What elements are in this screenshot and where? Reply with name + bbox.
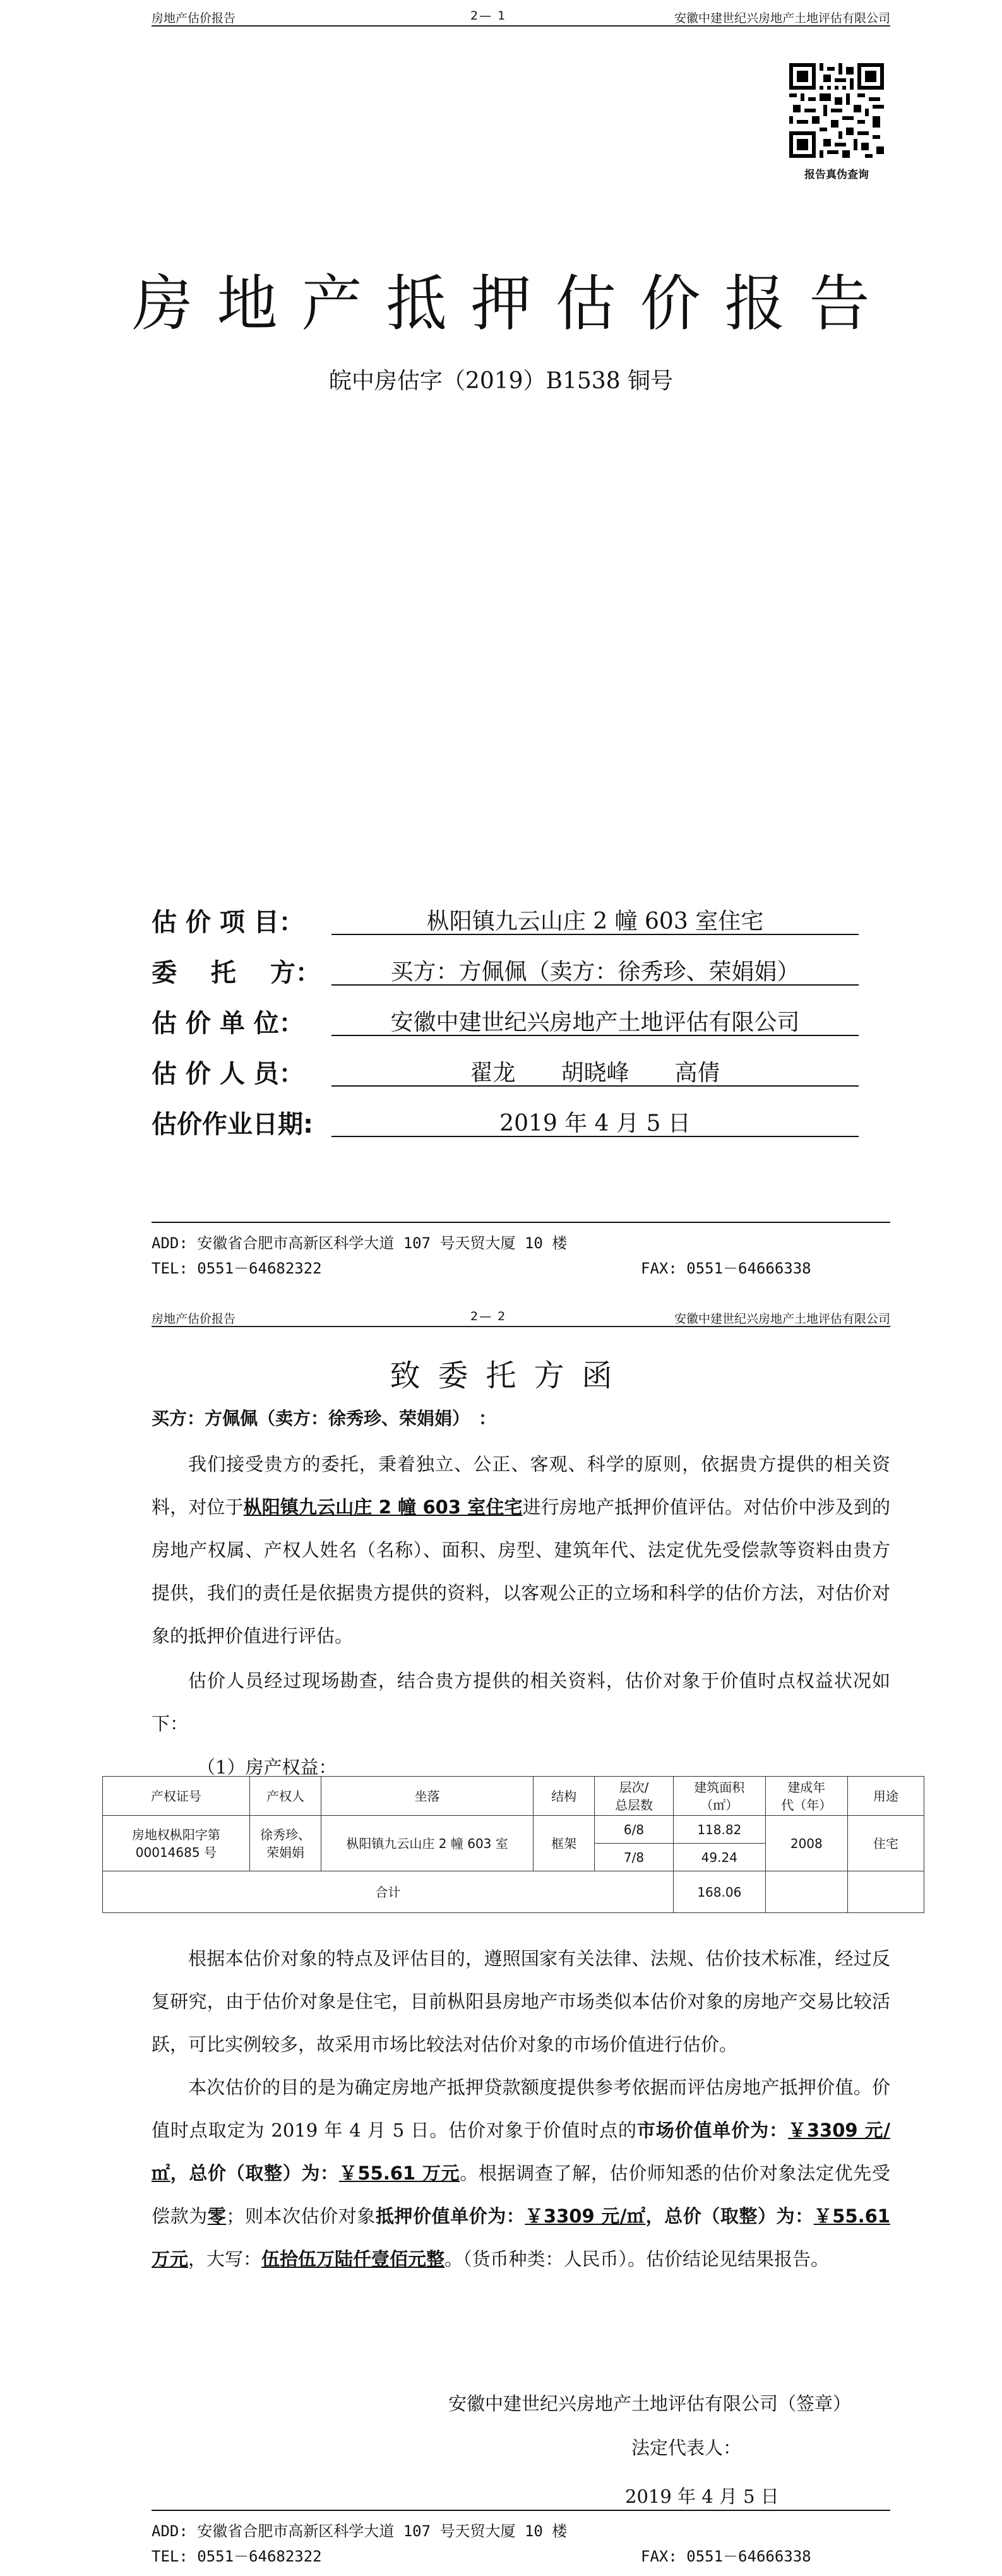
header-location: 坐落 bbox=[321, 1777, 534, 1816]
info-value: 2019 年 4 月 5 日 bbox=[331, 1106, 859, 1137]
cell-location: 枞阳镇九云山庄 2 幢 603 室 bbox=[321, 1816, 534, 1871]
header-structure: 结构 bbox=[533, 1777, 594, 1816]
text-span: 我们接受贵方的委托，秉着独立、公正、客观、科学的原则，依据贵方提供的相关资料，对位于 bbox=[152, 1453, 890, 1518]
signature-legal-rep: 法定代表人： bbox=[631, 2437, 742, 2459]
page-header bbox=[152, 1308, 890, 1327]
info-label: 估 价 人 员： bbox=[152, 1059, 304, 1088]
info-label: 估价作业日期: bbox=[152, 1110, 313, 1139]
cell-cert-no: 房地权枞阳字第 00014685 号 bbox=[103, 1816, 250, 1871]
cell-area: 118.82 bbox=[673, 1816, 765, 1844]
info-value: 翟龙 胡晓峰 高倩 bbox=[331, 1055, 859, 1087]
text-span: 。（货币种类：人民币）。估价结论见结果报告。 bbox=[444, 2248, 830, 2270]
header-owner: 产权人 bbox=[249, 1777, 321, 1816]
signature-company: 安徽中建世纪兴房地产土地评估有限公司（签章） bbox=[448, 2393, 852, 2414]
table-header-row bbox=[103, 1777, 924, 1816]
text-span: ；则本次估价对象 bbox=[226, 2205, 376, 2227]
table-total-row bbox=[103, 1871, 924, 1913]
qr-caption: 报告真伪查询 bbox=[804, 169, 869, 181]
cell-owner: 徐秀珍、 荣娟娟 bbox=[249, 1816, 321, 1871]
header-company: 安徽中建世纪兴房地产土地评估有限公司 bbox=[674, 1312, 890, 1326]
text-span: ， bbox=[170, 2162, 189, 2184]
rights-subheading: （1）房产权益： bbox=[197, 1756, 337, 1778]
letter-title: 致委托方函 bbox=[390, 1358, 630, 1393]
text-span: ，大写： bbox=[188, 2248, 262, 2270]
text-span: 本次估价的目的是为确定房地产抵押贷款额度提供参考依据而评估房地产抵押价值。价值时点取定为 2019 年 4 月 5 日。估价对象于价值时点的 bbox=[152, 2077, 890, 2141]
header-doc-type: 房地产估价报告 bbox=[152, 1312, 236, 1326]
info-row-client bbox=[152, 950, 859, 986]
mortgage-unit-price: ￥3309 元/㎡ bbox=[525, 2205, 646, 2227]
info-label: 估 价 单 位： bbox=[152, 1009, 304, 1038]
info-row-project bbox=[152, 900, 859, 935]
page-footer bbox=[152, 2510, 890, 2567]
info-value: 枞阳镇九云山庄 2 幢 603 室住宅 bbox=[331, 903, 859, 935]
property-address: 枞阳镇九云山庄 2 幢 603 室住宅 bbox=[243, 1496, 523, 1518]
qr-code-icon[interactable] bbox=[789, 63, 884, 158]
salutation: 买方：方佩佩（卖方：徐秀珍、荣娟娟） ： bbox=[152, 1408, 497, 1429]
info-label: 委 托 方： bbox=[152, 958, 321, 987]
market-unit-price-label: 市场价值单价为： bbox=[636, 2120, 788, 2141]
cell-total-label: 合计 bbox=[103, 1871, 674, 1913]
info-value: 买方：方佩佩（卖方：徐秀珍、荣娟娟） bbox=[331, 954, 859, 986]
info-row-appraisers bbox=[152, 1051, 859, 1087]
text-span: 。根据调查了解，估价师知悉的估价对象法定优先受偿款为 bbox=[152, 2162, 890, 2227]
text-span: 进行房地产抵押价值评估。对估价中涉及到的房地产权属、产权人姓名（名称）、面积、房型、建筑年代、法定优先受偿款等资料由贵方提供，我们的责任是依据贵方提供的资料，以客观公正的立场和科学的估价方法，对估价对象的抵押价值进行评估。 bbox=[152, 1496, 890, 1647]
text-span: ， bbox=[645, 2205, 665, 2227]
header-area: 建筑面积 （㎡） bbox=[673, 1777, 765, 1816]
info-label: 估 价 项 目： bbox=[152, 908, 304, 937]
cell-usage: 住宅 bbox=[847, 1816, 924, 1871]
footer-fax: FAX: 0551－64666338 bbox=[641, 2548, 811, 2565]
table-row bbox=[103, 1816, 924, 1844]
info-row-date bbox=[152, 1102, 859, 1137]
report-title: 房地产抵押估价报告 bbox=[132, 268, 894, 339]
paragraph-survey: 估价人员经过现场勘查，结合贵方提供的相关资料，估价对象于价值时点权益状况如下： bbox=[152, 1670, 890, 1734]
header-usage: 用途 bbox=[847, 1777, 924, 1816]
mortgage-unit-price-label: 抵押价值单价为： bbox=[375, 2205, 525, 2227]
market-total-label: 总价（取整）为： bbox=[189, 2162, 339, 2184]
cell-empty bbox=[847, 1871, 924, 1913]
paragraph-method: 根据本估价对象的特点及评估目的，遵照国家有关法律、法规、估价技术标准，经过反复研究，由于估价对象是住宅，目前枞阳县房地产市场类似本估价对象的房地产交易比较活跃，可比实例较多，故采用市场比较法对估价对象的市场价值进行估价。 bbox=[152, 1948, 890, 2055]
footer-fax: FAX: 0551－64666338 bbox=[641, 1260, 811, 1277]
page-header bbox=[152, 8, 890, 27]
header-year: 建成年 代（年） bbox=[765, 1777, 847, 1816]
paragraph-commission bbox=[152, 1443, 890, 1657]
header-page-number: 2— 2 bbox=[470, 1309, 507, 1323]
footer-tel: TEL: 0551－64682322 bbox=[152, 2548, 322, 2565]
signature-date: 2019 年 4 月 5 日 bbox=[625, 2486, 779, 2507]
cell-floor: 7/8 bbox=[595, 1844, 673, 1871]
header-cert-no: 产权证号 bbox=[103, 1777, 250, 1816]
page-footer bbox=[152, 1222, 890, 1279]
report-number: 皖中房估字（2019）B1538 铜号 bbox=[328, 368, 674, 394]
letter-page bbox=[0, 1301, 1002, 2576]
cell-total-area: 168.06 bbox=[673, 1871, 765, 1913]
mortgage-total-price: ￥55.61 万元 bbox=[152, 2205, 890, 2270]
market-total-price: ￥55.61 万元 bbox=[338, 2162, 460, 2184]
header-floor: 层次/ 总层数 bbox=[595, 1777, 673, 1816]
cell-floor: 6/8 bbox=[595, 1816, 673, 1844]
cell-area: 49.24 bbox=[673, 1844, 765, 1871]
cell-year: 2008 bbox=[765, 1816, 847, 1871]
info-row-appraiser-company bbox=[152, 1001, 859, 1036]
header-company: 安徽中建世纪兴房地产土地评估有限公司 bbox=[674, 11, 890, 25]
mortgage-total-label: 总价（取整）为： bbox=[664, 2205, 814, 2227]
footer-address: ADD: 安徽省合肥市高新区科学大道 107 号天贸大厦 10 楼 bbox=[152, 2522, 568, 2540]
header-doc-type: 房地产估价报告 bbox=[152, 11, 236, 25]
footer-address: ADD: 安徽省合肥市高新区科学大道 107 号天贸大厦 10 楼 bbox=[152, 1234, 568, 1252]
cell-empty bbox=[765, 1871, 847, 1913]
info-value: 安徽中建世纪兴房地产土地评估有限公司 bbox=[331, 1005, 859, 1036]
amount-in-words: 伍拾伍万陆仟壹佰元整 bbox=[261, 2248, 445, 2270]
priority-payment: 零 bbox=[207, 2205, 227, 2227]
header-page-number: 2— 1 bbox=[470, 9, 507, 23]
footer-tel: TEL: 0551－64682322 bbox=[152, 1260, 322, 1277]
cell-structure: 框架 bbox=[533, 1816, 594, 1871]
property-rights-table bbox=[102, 1776, 924, 1913]
paragraph-conclusion bbox=[152, 2066, 890, 2281]
market-unit-price: ￥3309 元/㎡ bbox=[152, 2120, 890, 2184]
